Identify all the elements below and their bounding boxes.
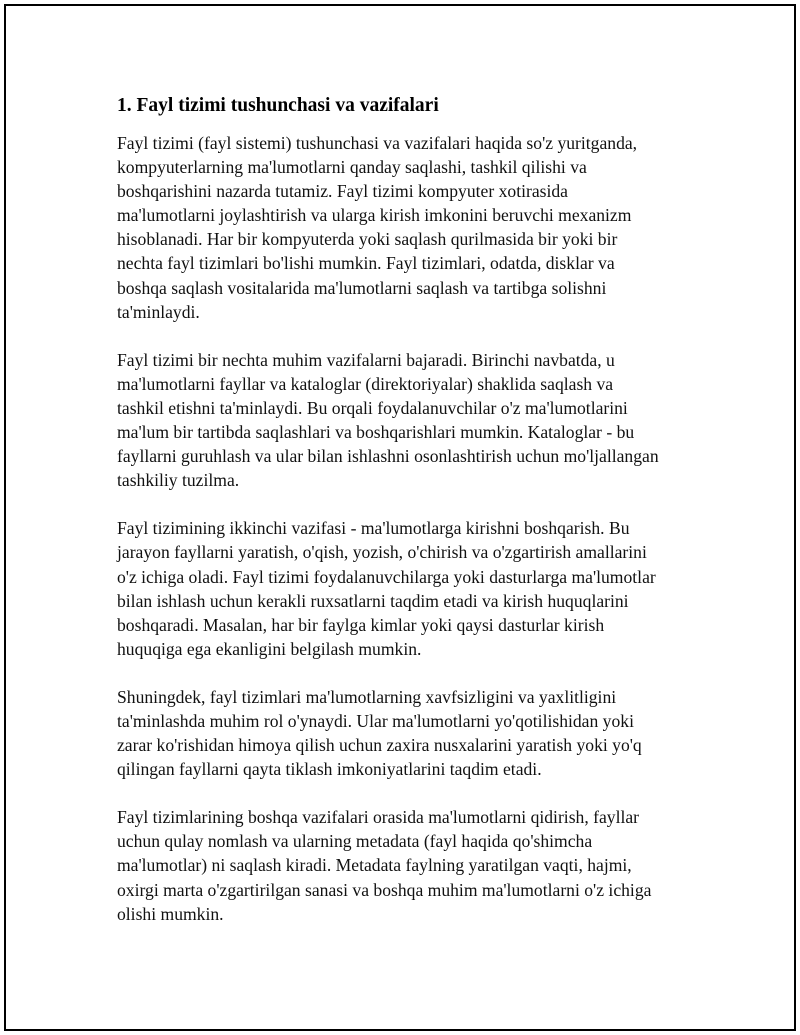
paragraph-security: Shuningdek, fayl tizimlari ma'lumotlarning xavfsizligini va yaxlitligini ta'minlashda muhim rol o'ynaydi. Ular ma'lumotlarni yo'qotilishidan yoki zarar ko'rishidan himoya qilish uchun zaxira nusxalarini yaratish yoki yo'q qilingan fayllarni qayta tiklash imkoniyatlarini taqdim etadi.	[117, 686, 642, 780]
paragraph-access-control: Fayl tizimining ikkinchi vazifasi - ma'lumotlarga kirishni boshqarish. Bu jarayon fayllarni yaratish, o'qish, yozish, o'chirish va o'zgartirish amallarini o'z ichiga oladi. Fayl tizimi foydalanuvchilarga yoki dasturlarga ma'lumotlar bilan ishlash uchun kerakli ruxsatlarni taqdim etadi va kirish huquqlarini boshqaradi. Masalan, har bir faylga kimlar yoki qaysi dasturlar kirish huquqiga ega ekanligini belgilash mumkin.	[117, 518, 656, 659]
paragraph-storage-function: Fayl tizimi bir nechta muhim vazifalarni bajaradi. Birinchi navbatda, u ma'lumotlarni fayllar va kataloglar (direktoriyalar) shaklida saqlash va tashkil etishni ta'minlaydi. Bu orqali foydalanuvchilar o'z ma'lumotlarini ma'lum bir tartibda saqlashlari va boshqarishlari mumkin. Kataloglar - bu fayllarni guruhlash va ular bilan ishlashni osonlashtirish uchun mo'ljallangan tashkiliy tuzilma.	[117, 349, 659, 491]
paragraph-other-functions: Fayl tizimlarining boshqa vazifalari orasida ma'lumotlarni qidirish, fayllar uchun qulay nomlash va ularning metadata (fayl haqida qo'shimcha ma'lumotlar) ni saqlash kiradi. Metadata faylning yaratilgan vaqti, hajmi, oxirgi marta o'zgartirilgan sanasi va boshqa muhim ma'lumotlarni o'z ichiga olishi mumkin.	[117, 807, 652, 924]
document-body	[117, 94, 697, 950]
paragraph-definition: Fayl tizimi (fayl sistemi) tushunchasi va vazifalari haqida so'z yuritganda, kompyuterlarning ma'lumotlarni qanday saqlashi, tashkil qilishi va boshqarishini nazarda tutamiz. Fayl tizimi kompyuter xotirasida ma'lumotlarni joylashtirish va ularga kirish imkonini beruvchi mexanizm hisoblanadi. Har bir kompyuterda yoki saqlash qurilmasida bir yoki bir nechta fayl tizimlari bo'lishi mumkin. Fayl tizimlari, odatda, disklar va boshqa saqlash vositalarida ma'lumotlarni saqlash va tartibga solishni ta'minlaydi.	[117, 133, 638, 322]
section-heading: 1. Fayl tizimi tushunchasi va vazifalari	[117, 95, 439, 116]
